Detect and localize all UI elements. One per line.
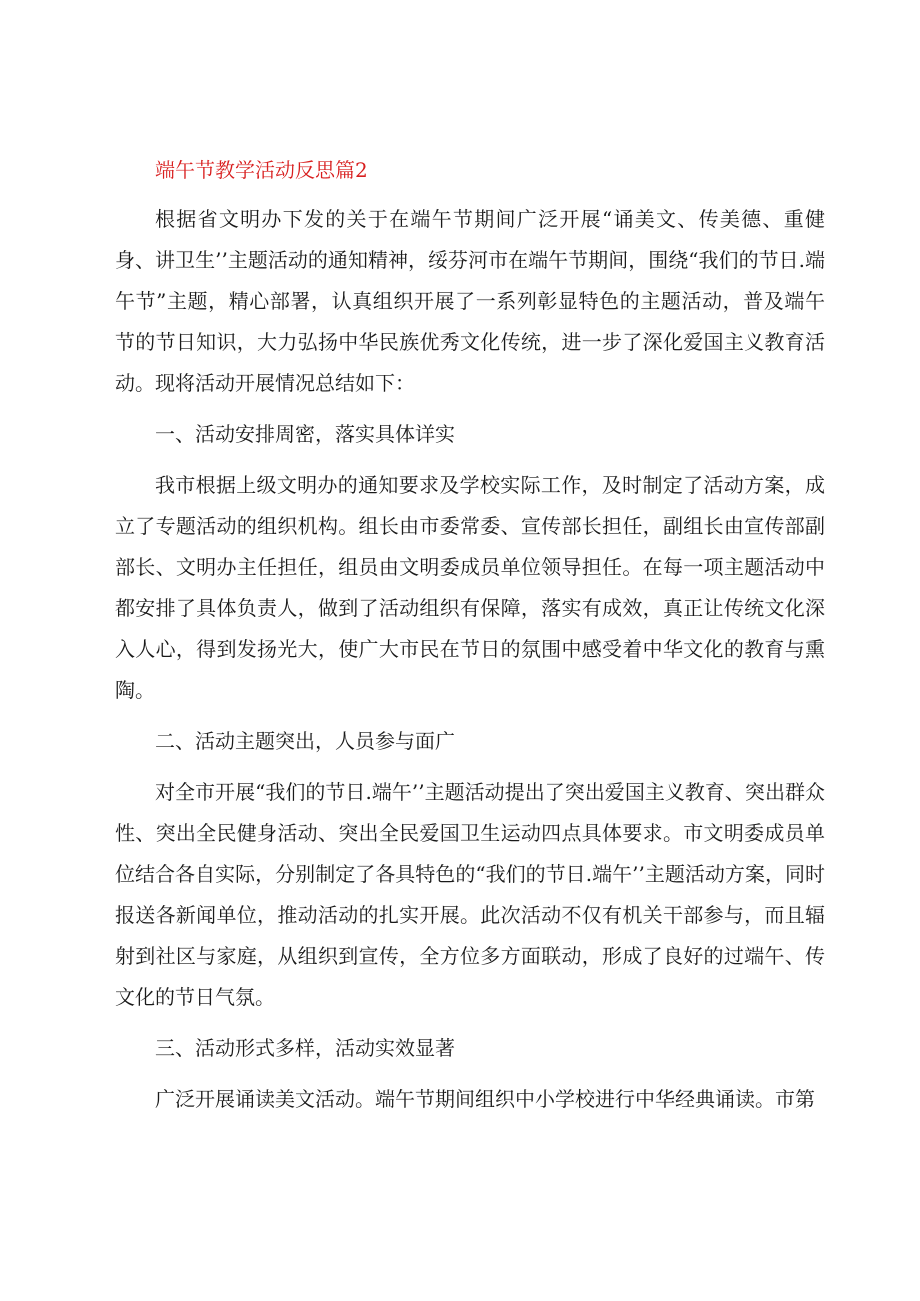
document-title: 端午节教学活动反思篇2	[155, 158, 368, 182]
section-heading-2: 二、活动主题突出，人员参与面广	[155, 729, 455, 753]
section-2-paragraph: 对全市开展“我们的节日.端午’’主题活动提出了突出爱国主义教育、突出群众性、突出全民健身活动、突出全民爱国卫生运动四点具体要求。市文明委成员单位结合各自实际，分别制定了各具特色的“我们的节日.端午’’主题活动方案，同时报送各新闻单位，推动活动的扎实开展。此次活动不仅有机关干部参与，而且辐射到社区与家庭，从组织到宣传，全方位多方面联动，形成了良好的过端午、传文化的节日气氛。	[115, 780, 825, 1009]
section-heading-3: 三、活动形式多样，活动实效显著	[155, 1036, 455, 1060]
section-heading-1: 一、活动安排周密，落实具体详实	[155, 422, 455, 446]
document-body	[115, 150, 825, 1130]
intro-paragraph: 根据省文明办下发的关于在端午节期间广泛开展“诵美文、传美德、重健身、讲卫生’’主题活动的通知精神，绥芬河市在端午节期间，围绕“我们的节日.端午节”主题，精心部署，认真组织开展了一系列彰显特色的主题活动，普及端午节的节日知识，大力弘扬中华民族优秀文化传统，进一步了深化爱国主义教育活动。现将活动开展情况总结如下：	[115, 207, 825, 395]
section-3-paragraph: 广泛开展诵读美文活动。端午节期间组织中小学校进行中华经典诵读。市第	[155, 1087, 815, 1111]
section-1-paragraph: 我市根据上级文明办的通知要求及学校实际工作，及时制定了活动方案，成立了专题活动的组织机构。组长由市委常委、宣传部长担任，副组长由宣传部副部长、文明办主任担任，组员由文明委成员单位领导担任。在每一项主题活动中都安排了具体负责人，做到了活动组织有保障，落实有成效，真正让传统文化深入人心，得到发扬光大，使广大市民在节日的氛围中感受着中华文化的教育与熏陶。	[115, 473, 825, 702]
